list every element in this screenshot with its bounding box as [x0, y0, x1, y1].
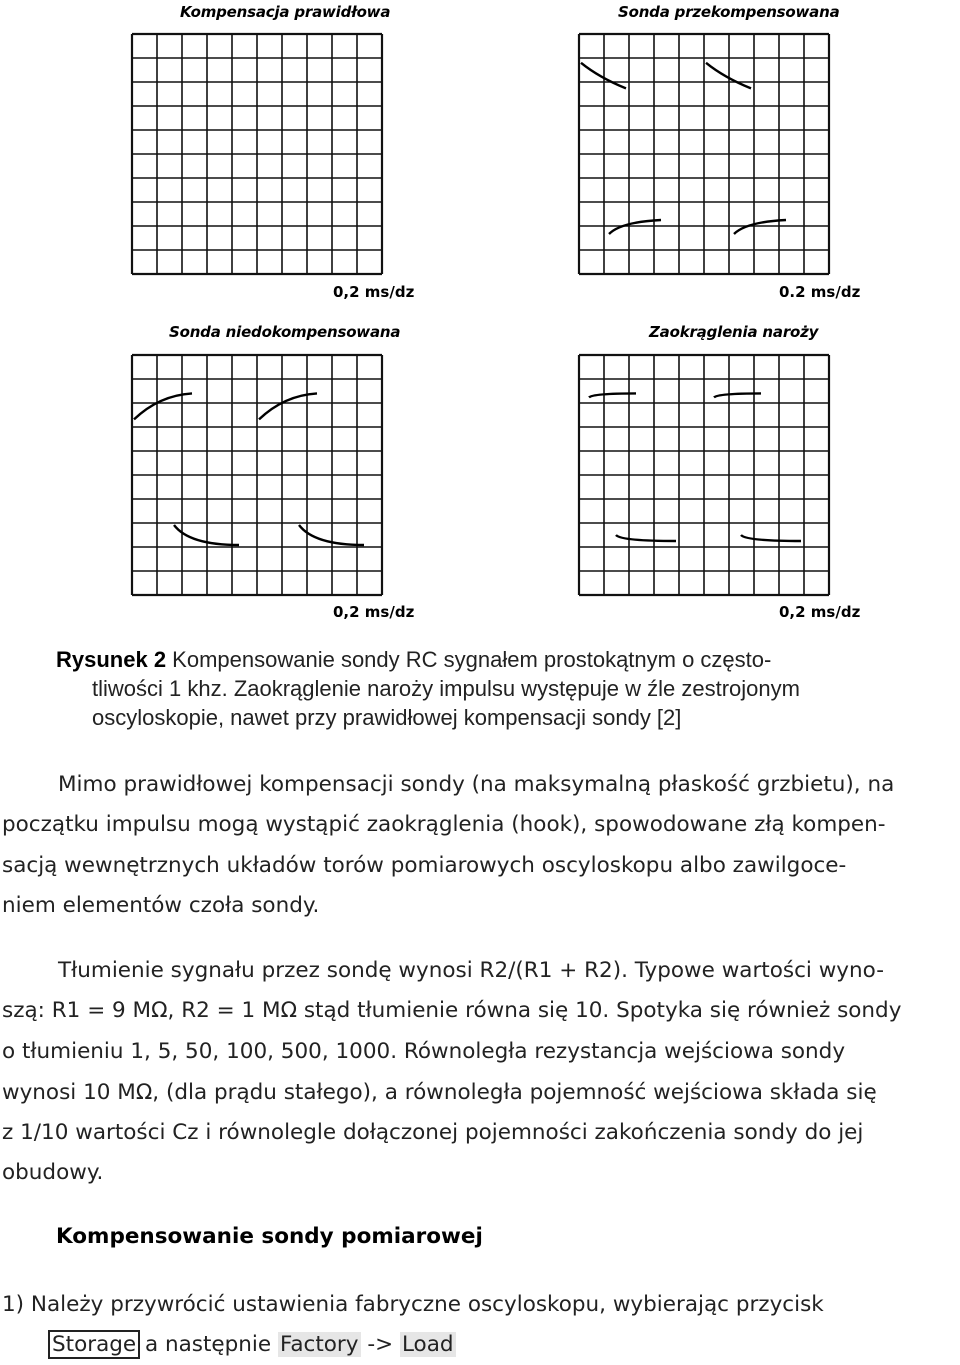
text-line: obudowy. — [2, 1160, 104, 1185]
text-line: sacją wewnętrznych układów torów pomiarowych oscyloskopu albo zawilgoce- — [2, 853, 847, 878]
time-scale-label: 0,2 ms/dz — [333, 603, 415, 621]
text-line: niem elementów czoła sondy. — [2, 893, 320, 918]
grid-lines — [579, 34, 829, 274]
trace — [589, 393, 801, 541]
storage-key: Storage — [52, 1332, 137, 1357]
grid-lines — [132, 355, 382, 595]
text-line: początku impulsu mogą wystąpić zaokrąglenia (hook), spowodowane złą kompen- — [2, 812, 886, 837]
trace — [581, 63, 786, 234]
scope-grid — [578, 33, 830, 275]
text-line: wynosi 10 MΩ, (dla prądu stałego), a równoległa pojemność wejściowa składa się — [2, 1080, 877, 1105]
arrow-text: -> — [360, 1332, 400, 1357]
step-text: 1) Należy przywrócić ustawienia fabryczne oscyloskopu, wybierając przycisk — [2, 1292, 824, 1317]
text-line: z 1/10 wartości Cz i równolegle dołączonej pojemności zakończenia sondy do jej — [2, 1120, 864, 1145]
figure-caption — [56, 645, 916, 732]
trace-low-segment — [741, 535, 801, 541]
trace-low-segment — [616, 535, 676, 541]
caption-text: tliwości 1 khz. Zaokrąglenie naroży impulsu występuje w źle zestrojonym — [92, 676, 800, 701]
time-scale-label: 0,2 ms/dz — [333, 283, 415, 301]
text-line: o tłumieniu 1, 5, 50, 100, 500, 1000. Równoległa rezystancja wejściowa sondy — [2, 1039, 846, 1064]
scope-grid — [131, 354, 383, 596]
grid-lines — [579, 355, 829, 595]
text-line: szą: R1 = 9 MΩ, R2 = 1 MΩ stąd tłumienie równa się 10. Spotyka się również sondy — [2, 998, 902, 1023]
figure-title: Sonda niedokompensowana — [169, 323, 401, 341]
section-heading: Kompensowanie sondy pomiarowej — [56, 1224, 483, 1249]
scope-grid — [578, 354, 830, 596]
trace-high-segment — [134, 393, 192, 419]
trace-high-segment — [259, 393, 317, 419]
caption-label: Rysunek 2 — [56, 647, 167, 672]
step-text-continued — [50, 1332, 456, 1357]
caption-text: Kompensowanie sondy RC sygnałem prostokątnym o często- — [166, 647, 772, 672]
grid-lines — [132, 34, 382, 274]
figure-title: Zaokrąglenia naroży — [649, 323, 819, 341]
factory-key: Factory — [279, 1332, 359, 1357]
scope-grid — [131, 33, 383, 275]
text-line: Mimo prawidłowej kompensacji sondy (na maksymalną płaskość grzbietu), na — [58, 772, 895, 797]
figure-title: Kompensacja prawidłowa — [180, 3, 391, 21]
load-key: Load — [401, 1332, 454, 1357]
step-text: a następnie — [138, 1332, 278, 1357]
figure-title: Sonda przekompensowana — [618, 3, 840, 21]
text-line: Tłumienie sygnału przez sondę wynosi R2/(R1 + R2). Typowe wartości wyno- — [58, 958, 884, 983]
time-scale-label: 0.2 ms/dz — [779, 283, 861, 301]
time-scale-label: 0,2 ms/dz — [779, 603, 861, 621]
caption-text: oscyloskopie, nawet przy prawidłowej kompensacji sondy [2] — [92, 705, 682, 730]
